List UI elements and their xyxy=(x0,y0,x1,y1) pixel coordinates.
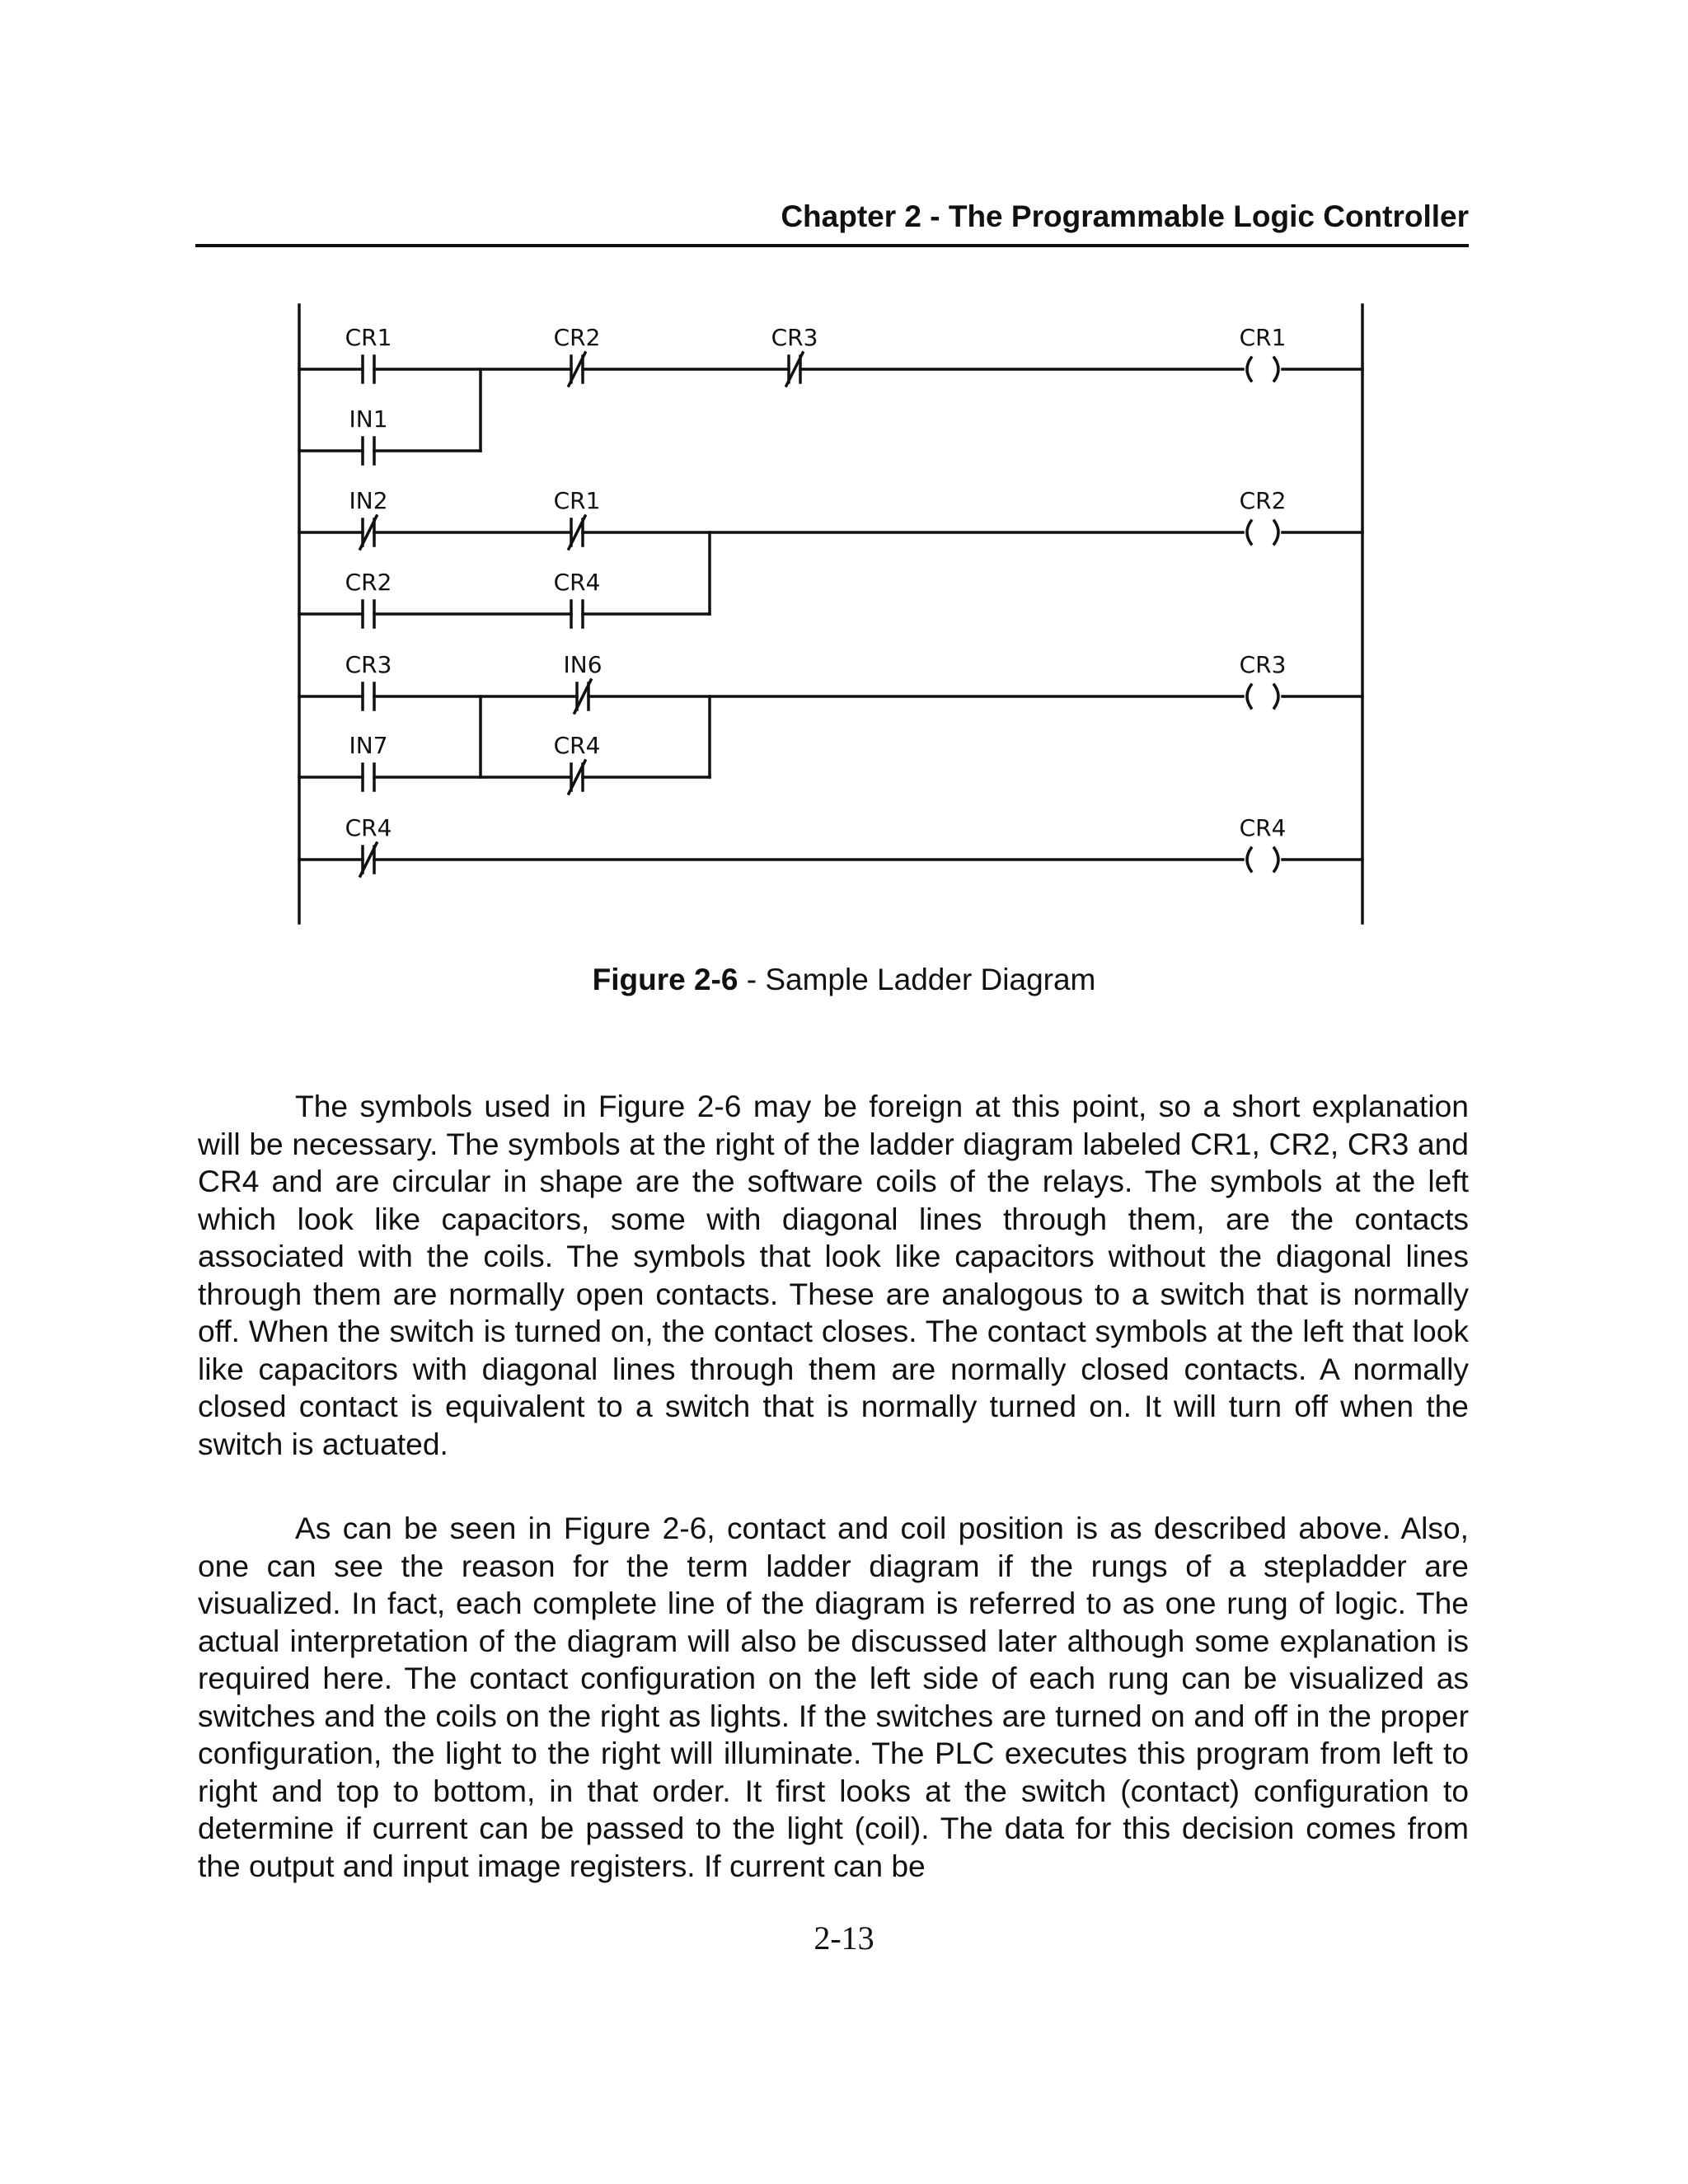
contact-label: CR4 xyxy=(553,732,601,759)
contact-label: IN6 xyxy=(563,651,603,678)
contact-label: IN7 xyxy=(349,732,388,759)
contact-label: CR3 xyxy=(771,324,818,351)
figure-caption-label: Figure 2-6 xyxy=(592,963,738,996)
contact-label: CR4 xyxy=(553,569,601,596)
chapter-title: Chapter 2 - The Programmable Logic Controller xyxy=(781,199,1469,233)
contact-label: CR2 xyxy=(345,569,392,596)
page-number: 2-13 xyxy=(814,1919,874,1957)
figure-caption xyxy=(0,963,1688,997)
contact-label: CR3 xyxy=(345,651,392,678)
figure-caption-sep: - xyxy=(738,963,766,996)
figure-caption-text: Sample Ladder Diagram xyxy=(765,963,1096,996)
rung-4 xyxy=(299,843,1362,876)
body-paragraph-1 xyxy=(198,1088,1469,1463)
coil-label: CR2 xyxy=(1239,487,1287,514)
contact-label: CR1 xyxy=(345,324,392,351)
paragraph-text: As can be seen in Figure 2-6, contact and coil position is as described above. Also, one can see the reason for the term ladder diagram if the rungs of a stepladder are visualized. In fact, each complete line of the diagram is referred to as one rung of logic. The actual interpretation of the diagram will also be discussed later although some explanation is required here. The contact configuration on the left side of each rung can be visualized as switches and the coils on the right as lights. If the switches are turned on and off in the proper configuration, the light to the right will illuminate. The PLC executes this program from left to right and top to bottom, in that order. It first looks at the switch (contact) configuration to determine if current can be passed to the light (coil). The data for this decision comes from the output and input image registers. If current can be xyxy=(198,1511,1469,1883)
contact-label: CR4 xyxy=(345,814,392,841)
coil-label: CR1 xyxy=(1239,324,1287,351)
ladder-diagram xyxy=(0,0,1688,940)
paragraph-text: The symbols used in Figure 2-6 may be foreign at this point, so a short explanation will be necessary. The symbols at the right of the ladder diagram labeled CR1, CR2, CR3 and CR4 and are circular in shape are the software coils of the relays. The symbols at the left which look like capacitors, some with diagonal lines through them, are the contacts associated with the coils. The symbols that look like capacitors without the diagonal lines through them are normally open contacts. These are analogous to a switch that is normally off. When the switch is turned on, the contact closes. The contact symbols at the left that look like capacitors with diagonal lines through them are normally closed contacts. A normally closed contact is equivalent to a switch that is normally turned on. It will turn off when the switch is actuated. xyxy=(198,1089,1469,1461)
contact-label: CR1 xyxy=(553,487,601,514)
body-paragraph-2 xyxy=(198,1510,1469,1885)
contact-label: CR2 xyxy=(553,324,601,351)
rung-3 xyxy=(299,680,1362,794)
contact-label: IN2 xyxy=(349,487,388,514)
coil-label: CR3 xyxy=(1239,651,1287,678)
coil-label: CR4 xyxy=(1239,814,1287,841)
rung-2 xyxy=(299,516,1362,627)
rung-1 xyxy=(299,353,1362,464)
contact-label: IN1 xyxy=(349,405,388,433)
